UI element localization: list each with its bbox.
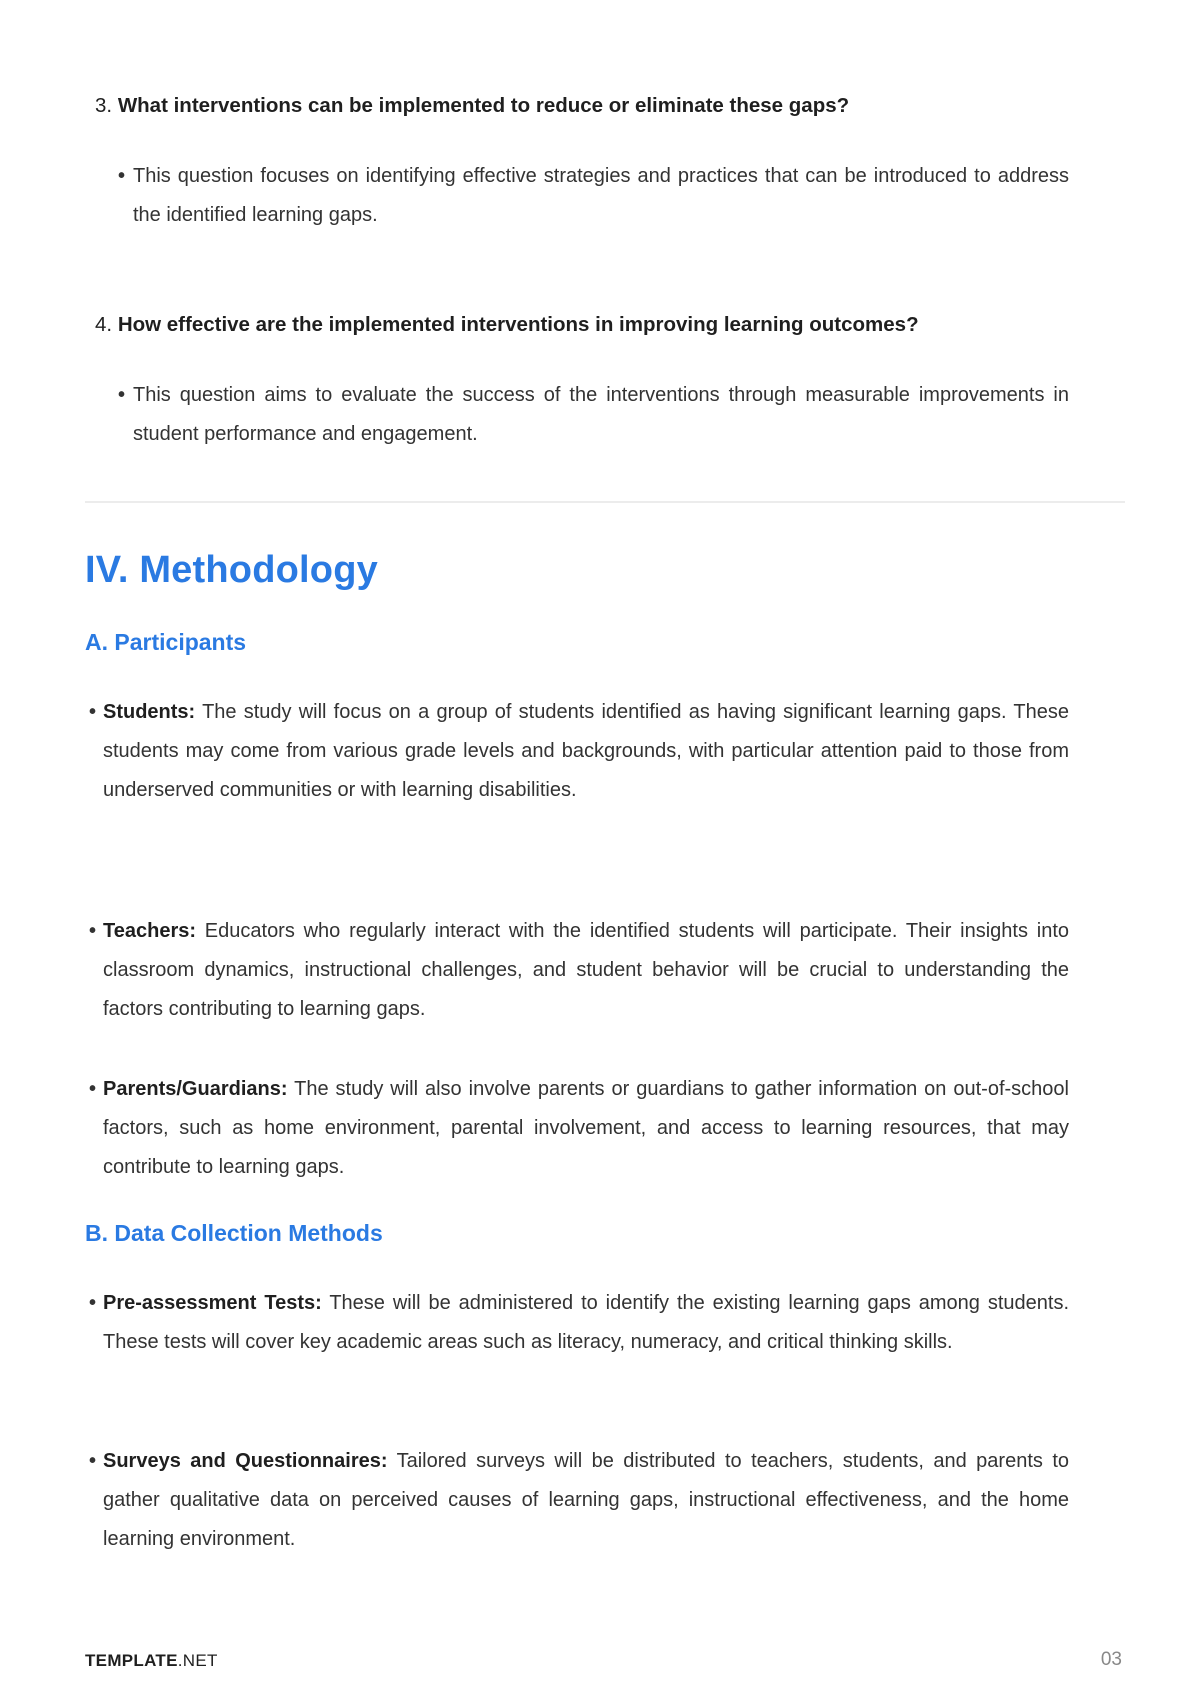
- item-term: Parents/Guardians:: [103, 1078, 288, 1100]
- method-item-surveys: [89, 1442, 1070, 1559]
- section-heading: IV. Methodology: [85, 549, 378, 591]
- bullet-icon: •: [118, 384, 126, 406]
- bullet-icon: •: [89, 701, 97, 723]
- research-question-3: [95, 94, 1095, 118]
- research-question-4: [95, 313, 1095, 337]
- participant-item-teachers: [89, 912, 1069, 1029]
- subsection-heading-data-collection: B. Data Collection Methods: [85, 1220, 383, 1246]
- question-4-detail: [118, 376, 1069, 454]
- question-3-detail: [118, 157, 1069, 235]
- page-number: 03: [1100, 1649, 1122, 1670]
- item-text: Tailored surveys will be distributed to teachers, students, and parents to gather qualitative data on perceived causes of learning gaps, instructional effectiveness, and the home learning environment.: [103, 1450, 1070, 1550]
- bullet-icon: •: [89, 1078, 97, 1100]
- section-divider: [85, 501, 1125, 503]
- method-item-pre-assessment: [89, 1284, 1069, 1362]
- detail-text: This question focuses on identifying effective strategies and practices that can be introduced to address the identified learning gaps.: [133, 165, 1069, 226]
- brand-suffix: .NET: [177, 1651, 218, 1670]
- footer-brand-logo: [85, 1651, 218, 1671]
- item-term: Surveys and Questionnaires:: [103, 1450, 388, 1472]
- bullet-icon: •: [89, 1292, 97, 1314]
- item-term: Students:: [103, 701, 196, 723]
- detail-text: This question aims to evaluate the success of the interventions through measurable improvements in student performance and engagement.: [133, 384, 1069, 445]
- brand-name: TEMPLATE: [85, 1651, 178, 1670]
- item-text: Educators who regularly interact with the identified students will participate. Their insights into classroom dynamics, instructional challenges, and student behavior will be crucial to understanding the factors contributing to learning gaps.: [103, 920, 1069, 1020]
- question-number: 4.: [95, 313, 113, 336]
- item-text: The study will also involve parents or guardians to gather information on out-of-school factors, such as home environment, parental involvement, and access to learning resources, that may contribute to learning gaps.: [103, 1078, 1069, 1178]
- item-text: The study will focus on a group of students identified as having significant learning gaps. These students may come from various grade levels and backgrounds, with particular attention paid to those from underserved communities or with learning disabilities.: [103, 701, 1069, 801]
- item-term: Teachers:: [103, 920, 197, 942]
- participant-item-parents: [89, 1070, 1069, 1187]
- bullet-icon: •: [89, 920, 97, 942]
- bullet-icon: •: [118, 165, 126, 187]
- question-title: What interventions can be implemented to reduce or eliminate these gaps?: [117, 94, 850, 117]
- item-term: Pre-assessment Tests:: [103, 1292, 322, 1314]
- question-number: 3.: [95, 94, 113, 117]
- participant-item-students: [89, 693, 1069, 810]
- subsection-heading-participants: A. Participants: [85, 629, 247, 655]
- item-text: These will be administered to identify the existing learning gaps among students. These tests will cover key academic areas such as literacy, numeracy, and critical thinking skills.: [103, 1292, 1069, 1353]
- bullet-icon: •: [89, 1450, 97, 1472]
- question-title: How effective are the implemented interventions in improving learning outcomes?: [117, 313, 919, 336]
